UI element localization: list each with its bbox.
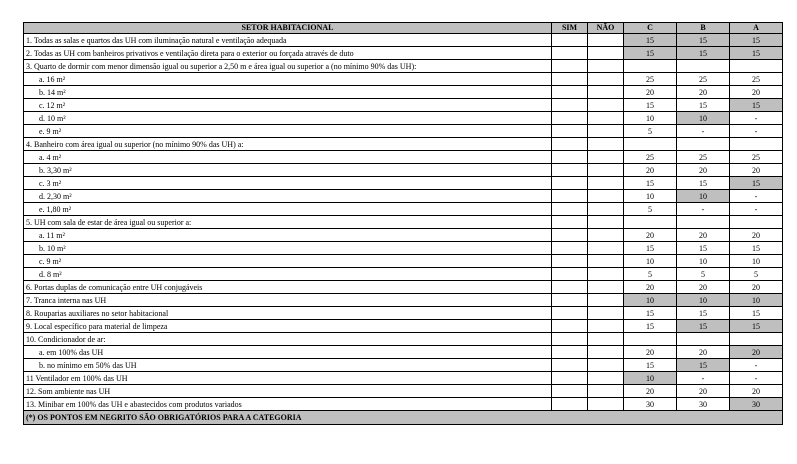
row-b-value: 20 <box>677 229 730 242</box>
row-description: d. 2,30 m² <box>24 190 552 203</box>
row-a-value: 20 <box>730 86 783 99</box>
row-sim-cell[interactable] <box>552 346 588 359</box>
row-a-value: 15 <box>730 47 783 60</box>
row-nao-cell[interactable] <box>588 112 624 125</box>
row-c-value: 15 <box>624 320 677 333</box>
row-a-value: - <box>730 203 783 216</box>
table-row <box>24 177 783 190</box>
header-nao: NÃO <box>588 23 624 34</box>
table-row <box>24 307 783 320</box>
row-a-value: 25 <box>730 151 783 164</box>
table-row <box>24 151 783 164</box>
row-sim-cell[interactable] <box>552 229 588 242</box>
row-sim-cell[interactable] <box>552 255 588 268</box>
row-description: e. 1,80 m² <box>24 203 552 216</box>
row-c-value: 20 <box>624 86 677 99</box>
row-b-value: 15 <box>677 320 730 333</box>
row-b-value: 15 <box>677 99 730 112</box>
row-a-value: 20 <box>730 164 783 177</box>
row-sim-cell[interactable] <box>552 177 588 190</box>
row-description: b. 3,30 m² <box>24 164 552 177</box>
row-nao-cell[interactable] <box>588 307 624 320</box>
row-description: d. 8 m² <box>24 268 552 281</box>
row-c-value <box>624 60 677 73</box>
table-row <box>24 125 783 138</box>
row-c-value: 5 <box>624 203 677 216</box>
table-row <box>24 229 783 242</box>
row-a-value: 20 <box>730 229 783 242</box>
row-a-value: 30 <box>730 398 783 411</box>
row-description: 9. Local específico para material de limpeza <box>24 320 552 333</box>
row-sim-cell[interactable] <box>552 138 588 151</box>
header-sim: SIM <box>552 23 588 34</box>
header-b: B <box>677 23 730 34</box>
row-description: 12. Som ambiente nas UH <box>24 385 552 398</box>
row-description: 8. Rouparias auxiliares no setor habitacional <box>24 307 552 320</box>
row-b-value: 25 <box>677 151 730 164</box>
row-a-value: 5 <box>730 268 783 281</box>
row-nao-cell[interactable] <box>588 164 624 177</box>
row-sim-cell[interactable] <box>552 372 588 385</box>
row-b-value: - <box>677 125 730 138</box>
row-a-value <box>730 138 783 151</box>
row-nao-cell[interactable] <box>588 190 624 203</box>
table-row <box>24 333 783 346</box>
header-a: A <box>730 23 783 34</box>
row-b-value: 15 <box>677 359 730 372</box>
row-b-value: - <box>677 203 730 216</box>
header-c: C <box>624 23 677 34</box>
row-a-value: 15 <box>730 177 783 190</box>
row-description: e. 9 m² <box>24 125 552 138</box>
row-nao-cell[interactable] <box>588 346 624 359</box>
row-sim-cell[interactable] <box>552 294 588 307</box>
table-row <box>24 281 783 294</box>
row-c-value: 30 <box>624 398 677 411</box>
row-c-value: 20 <box>624 281 677 294</box>
row-sim-cell[interactable] <box>552 190 588 203</box>
row-c-value: 20 <box>624 164 677 177</box>
row-sim-cell[interactable] <box>552 307 588 320</box>
row-nao-cell[interactable] <box>588 177 624 190</box>
row-a-value: 15 <box>730 34 783 47</box>
row-a-value: 15 <box>730 242 783 255</box>
table-row <box>24 255 783 268</box>
row-description: 6. Portas duplas de comunicação entre UH conjugáveis <box>24 281 552 294</box>
row-description: d. 10 m² <box>24 112 552 125</box>
row-description: 1. Todas as salas e quartos das UH com iluminação natural e ventilação adequada <box>24 34 552 47</box>
table-row <box>24 398 783 411</box>
setor-habitacional-table <box>23 22 783 425</box>
row-a-value: 10 <box>730 294 783 307</box>
row-nao-cell[interactable] <box>588 138 624 151</box>
row-description: c. 9 m² <box>24 255 552 268</box>
row-nao-cell[interactable] <box>588 385 624 398</box>
row-description: 5. UH com sala de estar de área igual ou superior a: <box>24 216 552 229</box>
table-row <box>24 73 783 86</box>
row-b-value: 15 <box>677 242 730 255</box>
row-nao-cell[interactable] <box>588 60 624 73</box>
table-row <box>24 346 783 359</box>
row-a-value: - <box>730 372 783 385</box>
row-b-value <box>677 333 730 346</box>
row-c-value: 15 <box>624 359 677 372</box>
table-row <box>24 112 783 125</box>
row-sim-cell[interactable] <box>552 86 588 99</box>
row-a-value: - <box>730 190 783 203</box>
table-row <box>24 47 783 60</box>
table-row <box>24 99 783 112</box>
row-b-value: 25 <box>677 73 730 86</box>
row-description: 10. Condicionador de ar: <box>24 333 552 346</box>
row-b-value: 20 <box>677 164 730 177</box>
table-row <box>24 190 783 203</box>
row-sim-cell[interactable] <box>552 34 588 47</box>
row-description: a. 16 m² <box>24 73 552 86</box>
row-nao-cell[interactable] <box>588 398 624 411</box>
footer-row <box>24 411 783 425</box>
row-description: c. 3 m² <box>24 177 552 190</box>
row-sim-cell[interactable] <box>552 99 588 112</box>
row-description: a. em 100% das UH <box>24 346 552 359</box>
row-a-value: - <box>730 112 783 125</box>
row-c-value: 15 <box>624 177 677 190</box>
row-b-value: 5 <box>677 268 730 281</box>
row-a-value: 15 <box>730 307 783 320</box>
row-description: b. 10 m² <box>24 242 552 255</box>
document-page <box>23 22 783 425</box>
row-c-value: 15 <box>624 307 677 320</box>
table-body <box>24 34 783 411</box>
table-row <box>24 60 783 73</box>
row-b-value: 30 <box>677 398 730 411</box>
row-b-value: 10 <box>677 112 730 125</box>
row-b-value: 20 <box>677 346 730 359</box>
row-nao-cell[interactable] <box>588 294 624 307</box>
row-nao-cell[interactable] <box>588 372 624 385</box>
table-row <box>24 372 783 385</box>
row-a-value: 20 <box>730 385 783 398</box>
row-b-value <box>677 138 730 151</box>
row-description: a. 4 m² <box>24 151 552 164</box>
table-header-row <box>24 23 783 34</box>
row-description: 3. Quarto de dormir com menor dimensão igual ou superior a 2,50 m e área igual ou superior a (no mínimo 90% das UH): <box>24 60 552 73</box>
row-description: 11 Ventilador em 100% das UH <box>24 372 552 385</box>
row-b-value: - <box>677 372 730 385</box>
row-sim-cell[interactable] <box>552 242 588 255</box>
row-sim-cell[interactable] <box>552 268 588 281</box>
row-sim-cell[interactable] <box>552 73 588 86</box>
row-b-value: 15 <box>677 47 730 60</box>
table-row <box>24 385 783 398</box>
row-a-value: 20 <box>730 346 783 359</box>
row-sim-cell[interactable] <box>552 333 588 346</box>
row-c-value: 15 <box>624 99 677 112</box>
row-nao-cell[interactable] <box>588 203 624 216</box>
table-row <box>24 138 783 151</box>
row-b-value: 20 <box>677 385 730 398</box>
row-c-value <box>624 333 677 346</box>
row-nao-cell[interactable] <box>588 47 624 60</box>
row-nao-cell[interactable] <box>588 242 624 255</box>
row-c-value: 10 <box>624 190 677 203</box>
row-b-value: 15 <box>677 34 730 47</box>
row-a-value <box>730 216 783 229</box>
table-row <box>24 34 783 47</box>
row-a-value: - <box>730 359 783 372</box>
row-c-value: 20 <box>624 346 677 359</box>
row-a-value: 10 <box>730 255 783 268</box>
table-row <box>24 294 783 307</box>
row-sim-cell[interactable] <box>552 151 588 164</box>
row-b-value: 20 <box>677 86 730 99</box>
row-nao-cell[interactable] <box>588 151 624 164</box>
row-sim-cell[interactable] <box>552 47 588 60</box>
row-sim-cell[interactable] <box>552 320 588 333</box>
row-description: 2. Todas as UH com banheiros privativos e ventilação direta para o exterior ou forçada através de duto <box>24 47 552 60</box>
row-a-value: 15 <box>730 99 783 112</box>
row-c-value: 10 <box>624 372 677 385</box>
row-c-value: 20 <box>624 229 677 242</box>
row-description: a. 11 m² <box>24 229 552 242</box>
row-description: 7. Tranca interna nas UH <box>24 294 552 307</box>
row-c-value: 15 <box>624 34 677 47</box>
row-nao-cell[interactable] <box>588 86 624 99</box>
row-sim-cell[interactable] <box>552 60 588 73</box>
row-c-value: 20 <box>624 385 677 398</box>
row-b-value: 20 <box>677 281 730 294</box>
row-sim-cell[interactable] <box>552 125 588 138</box>
row-a-value: - <box>730 125 783 138</box>
row-description: b. no mínimo em 50% das UH <box>24 359 552 372</box>
header-title: SETOR HABITACIONAL <box>24 23 552 34</box>
row-description: c. 12 m² <box>24 99 552 112</box>
row-sim-cell[interactable] <box>552 359 588 372</box>
row-c-value: 15 <box>624 242 677 255</box>
row-a-value <box>730 333 783 346</box>
row-b-value: 10 <box>677 255 730 268</box>
row-nao-cell[interactable] <box>588 359 624 372</box>
row-a-value: 25 <box>730 73 783 86</box>
row-nao-cell[interactable] <box>588 333 624 346</box>
table-row <box>24 164 783 177</box>
table-row <box>24 86 783 99</box>
row-nao-cell[interactable] <box>588 255 624 268</box>
row-a-value: 20 <box>730 281 783 294</box>
row-nao-cell[interactable] <box>588 99 624 112</box>
table-row <box>24 320 783 333</box>
row-c-value: 25 <box>624 151 677 164</box>
row-description: 13. Minibar em 100% das UH e abastecidos com produtos variados <box>24 398 552 411</box>
row-sim-cell[interactable] <box>552 216 588 229</box>
table-row <box>24 216 783 229</box>
row-a-value <box>730 60 783 73</box>
row-c-value: 15 <box>624 47 677 60</box>
row-sim-cell[interactable] <box>552 112 588 125</box>
row-nao-cell[interactable] <box>588 216 624 229</box>
row-nao-cell[interactable] <box>588 281 624 294</box>
row-b-value: 15 <box>677 307 730 320</box>
row-description: 4. Banheiro com área igual ou superior (no mínimo 90% das UH) a: <box>24 138 552 151</box>
row-sim-cell[interactable] <box>552 203 588 216</box>
row-b-value: 10 <box>677 294 730 307</box>
row-c-value <box>624 216 677 229</box>
row-c-value: 25 <box>624 73 677 86</box>
row-nao-cell[interactable] <box>588 320 624 333</box>
table-row <box>24 268 783 281</box>
row-sim-cell[interactable] <box>552 385 588 398</box>
row-c-value: 5 <box>624 268 677 281</box>
row-c-value: 5 <box>624 125 677 138</box>
row-description: b. 14 m² <box>24 86 552 99</box>
row-b-value: 10 <box>677 190 730 203</box>
table-row <box>24 242 783 255</box>
row-sim-cell[interactable] <box>552 164 588 177</box>
row-c-value: 10 <box>624 255 677 268</box>
row-b-value: 15 <box>677 177 730 190</box>
row-b-value <box>677 60 730 73</box>
row-b-value <box>677 216 730 229</box>
table-row <box>24 359 783 372</box>
row-c-value <box>624 138 677 151</box>
footer-note: (*) OS PONTOS EM NEGRITO SÃO OBRIGATÓRIOS PARA A CATEGORIA <box>24 411 783 425</box>
table-row <box>24 203 783 216</box>
row-nao-cell[interactable] <box>588 73 624 86</box>
row-sim-cell[interactable] <box>552 398 588 411</box>
row-sim-cell[interactable] <box>552 281 588 294</box>
row-nao-cell[interactable] <box>588 268 624 281</box>
row-c-value: 10 <box>624 294 677 307</box>
row-nao-cell[interactable] <box>588 229 624 242</box>
row-c-value: 10 <box>624 112 677 125</box>
row-nao-cell[interactable] <box>588 34 624 47</box>
row-a-value: 15 <box>730 320 783 333</box>
row-nao-cell[interactable] <box>588 125 624 138</box>
